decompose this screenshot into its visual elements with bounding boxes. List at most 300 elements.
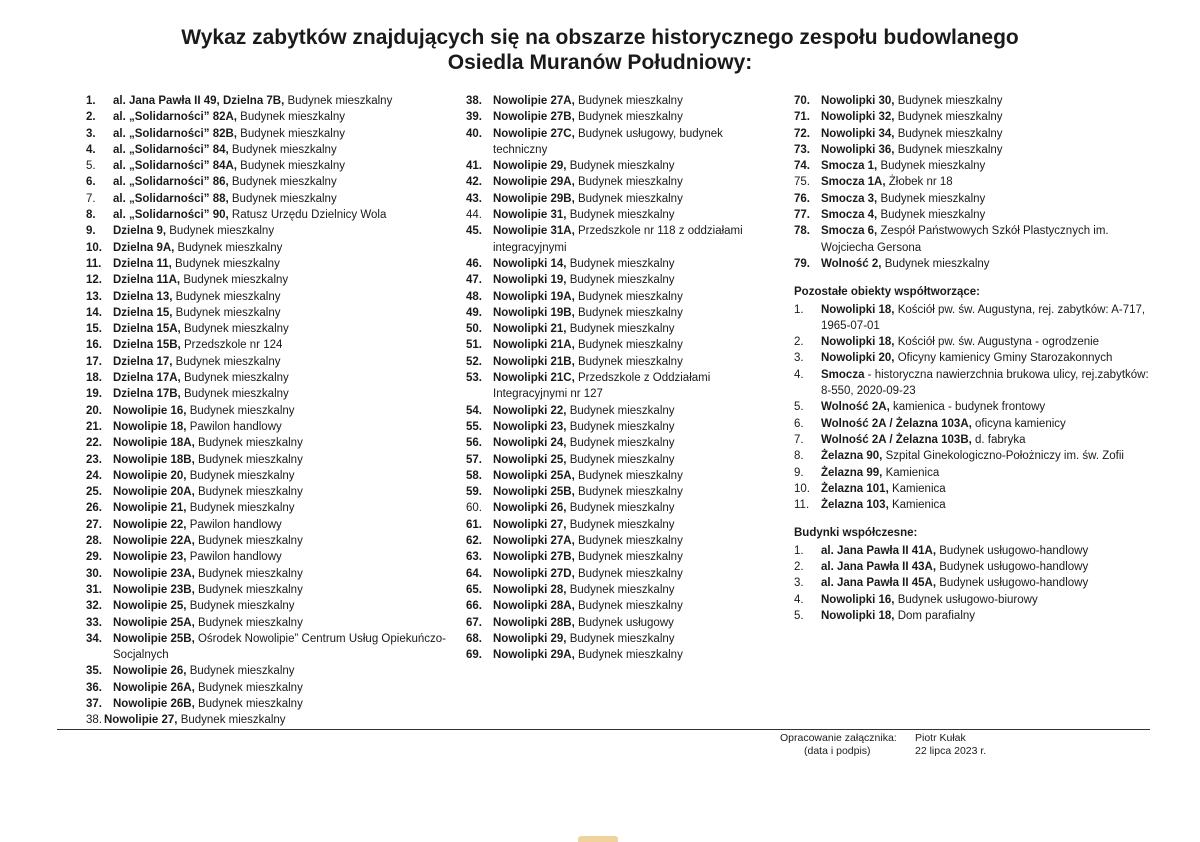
item-description: Budynek mieszkalny	[186, 469, 295, 482]
list-item	[86, 109, 446, 125]
prepared-by-label: Opracowanie załącznika:	[780, 732, 897, 744]
list-item	[86, 696, 446, 712]
item-address: Dzielna 13,	[113, 290, 173, 303]
item-number: 70.	[794, 95, 810, 107]
item-text	[493, 207, 776, 223]
item-number: 72.	[794, 127, 810, 140]
item-address: al. Jana Pawła II 45A,	[821, 577, 937, 590]
list-item	[466, 305, 776, 321]
item-description: Budynek mieszkalny	[194, 437, 303, 450]
item-address: al. „Solidarności” 90,	[113, 209, 229, 222]
item-text	[493, 435, 776, 451]
item-description: Budynek mieszkalny	[566, 274, 675, 287]
item-description: Budynek mieszkalny	[574, 567, 683, 580]
item-description: Szpital Ginekologiczno-Położniczy im. św. Zofii	[882, 450, 1124, 463]
item-text	[493, 272, 776, 288]
item-text	[821, 575, 1154, 591]
list-item	[86, 93, 446, 109]
item-number: 7.	[794, 433, 804, 446]
item-description: Budynek mieszkalny	[236, 127, 346, 140]
item-address: Nowolipki 20,	[821, 352, 895, 365]
list-item	[466, 158, 776, 174]
item-description: Budynek mieszkalny	[894, 111, 1003, 124]
item-address: Dzielna 17B,	[113, 388, 181, 401]
list-item	[86, 631, 446, 664]
item-number: 66.	[466, 600, 482, 613]
item-text	[493, 109, 776, 125]
item-number: 57.	[466, 453, 482, 466]
item-address: Nowolipie 25A,	[113, 616, 195, 629]
list-item	[86, 615, 446, 631]
item-number: 10.	[86, 241, 102, 254]
item-text	[821, 223, 1154, 256]
item-address: Nowolipki 19A,	[493, 290, 575, 303]
item-description: Budynek mieszkalny	[180, 274, 289, 287]
item-text	[493, 631, 776, 647]
list-item	[794, 256, 1154, 272]
item-description: Budynek mieszkalny	[877, 192, 986, 205]
item-description: Budynek mieszkalny	[894, 95, 1003, 107]
item-description: Budynek mieszkalny	[881, 257, 990, 270]
item-description: oficyna kamienicy	[971, 417, 1066, 430]
item-text	[113, 566, 446, 582]
item-text	[113, 484, 446, 500]
list-item	[466, 207, 776, 223]
item-text	[821, 543, 1154, 559]
list-item	[86, 582, 446, 598]
list-item	[86, 321, 446, 337]
item-address: Smocza	[821, 368, 865, 381]
item-address: Nowolipki 30,	[821, 95, 895, 107]
item-description: Budynek mieszkalny	[566, 437, 675, 450]
item-number: 2.	[794, 336, 804, 349]
list-item	[466, 452, 776, 468]
item-address: al. „Solidarności” 84A,	[113, 160, 237, 173]
item-text	[821, 302, 1154, 335]
item-text	[821, 559, 1154, 575]
item-text	[493, 354, 776, 370]
item-number: 39.	[466, 111, 482, 124]
item-text	[821, 399, 1154, 415]
item-description: Budynek mieszkalny	[574, 306, 683, 319]
item-number: 9.	[86, 225, 96, 238]
item-address: Żelazna 90,	[821, 450, 883, 463]
item-description: Budynek mieszkalny	[566, 323, 675, 336]
item-description: Pawilon handlowy	[186, 420, 282, 433]
item-number: 10.	[794, 482, 810, 495]
item-address: Nowolipki 18,	[821, 336, 895, 349]
item-description: Budynek mieszkalny	[172, 306, 281, 319]
item-text	[493, 533, 776, 549]
item-description: Budynek mieszkalny	[194, 697, 303, 710]
item-description: Ratusz Urzędu Dzielnicy Wola	[228, 209, 387, 222]
item-number: 37.	[86, 697, 102, 710]
item-description: Ośrodek Nowolipie” Centrum Usług Opiekuńczo-Socjalnych	[113, 632, 446, 662]
item-text	[493, 582, 776, 598]
item-number: 13.	[86, 290, 102, 303]
item-description: Budynek mieszkalny	[228, 192, 337, 205]
item-address: Nowolipki 21,	[493, 323, 567, 336]
modern-buildings-list	[794, 543, 1154, 624]
item-address: Nowolipie 29B,	[493, 192, 575, 205]
item-address: Nowolipki 27A,	[493, 535, 575, 548]
item-address: Nowolipki 34,	[821, 127, 895, 140]
item-address: Nowolipki 16,	[821, 593, 895, 606]
item-description: Budynek mieszkalny	[166, 225, 275, 238]
list-item	[466, 354, 776, 370]
item-text	[821, 608, 1154, 624]
item-address: al. Jana Pawła II 43A,	[821, 561, 937, 574]
item-number: 11.	[86, 257, 102, 270]
item-text	[113, 289, 446, 305]
item-description: Budynek usługowo-handlowy	[936, 544, 1089, 557]
list-item	[794, 334, 1154, 350]
item-text	[821, 448, 1154, 464]
item-number: 52.	[466, 355, 482, 368]
item-number: 54.	[466, 404, 482, 417]
item-description: Budynek mieszkalny	[566, 583, 675, 596]
list-item	[794, 465, 1154, 481]
item-address: Nowolipki 14,	[493, 257, 567, 270]
item-description: Budynek mieszkalny	[566, 453, 675, 466]
item-address: Nowolipki 19B,	[493, 306, 575, 319]
item-description: Budynek mieszkalny	[574, 111, 683, 124]
item-text	[113, 337, 446, 353]
list-item	[794, 432, 1154, 448]
list-item	[466, 174, 776, 190]
item-description: Budynek mieszkalny	[180, 372, 289, 385]
item-description: Budynek usługowy, budynek techniczny	[493, 127, 723, 156]
list-item	[86, 207, 446, 223]
item-number: 78.	[794, 225, 810, 238]
item-description: kamienica - budynek frontowy	[889, 401, 1046, 414]
item-number: 64.	[466, 567, 482, 580]
list-item	[466, 468, 776, 484]
item-text	[113, 305, 446, 321]
item-text	[493, 468, 776, 484]
item-text	[821, 367, 1154, 400]
item-text	[493, 174, 776, 190]
item-number: 36.	[86, 681, 102, 694]
item-description: Budynek usługowo-handlowy	[936, 577, 1089, 590]
item-address: Nowolipie 29A,	[493, 176, 575, 189]
item-text	[113, 158, 446, 174]
item-number: 22.	[86, 437, 102, 450]
item-description: - historyczna nawierzchnia brukowa ulicy, rej.zabytków: 8-550, 2020-09-23	[821, 368, 1149, 398]
item-description: Budynek mieszkalny	[177, 714, 286, 727]
item-number: 60.	[466, 502, 482, 515]
item-text	[493, 223, 776, 256]
list-item	[466, 403, 776, 419]
item-text	[493, 256, 776, 272]
item-text	[113, 386, 446, 402]
item-text	[493, 452, 776, 468]
item-description: d. fabryka	[971, 433, 1026, 446]
item-address: Nowolipie 27,	[104, 714, 178, 727]
item-text	[493, 158, 776, 174]
item-address: Nowolipie 26B,	[113, 697, 195, 710]
item-text	[821, 174, 1154, 190]
list-item	[794, 93, 1154, 109]
list-item	[86, 158, 446, 174]
item-text	[113, 272, 446, 288]
list-item	[466, 615, 776, 631]
item-text	[113, 240, 446, 256]
item-description: Budynek mieszkalny	[228, 143, 337, 156]
item-description: Budynek mieszkalny	[180, 388, 289, 401]
item-number: 4.	[794, 593, 804, 606]
item-number: 79.	[794, 257, 810, 270]
item-address: Nowolipie 21,	[113, 502, 187, 515]
item-number: 62.	[466, 535, 482, 548]
item-text	[493, 615, 776, 631]
item-number: 8.	[794, 450, 804, 463]
item-description: Budynek mieszkalny	[174, 241, 283, 254]
item-description: Budynek mieszkalny	[194, 453, 303, 466]
other-objects-list	[794, 302, 1154, 514]
item-text	[113, 370, 446, 386]
item-text	[113, 109, 446, 125]
item-description: Budynek mieszkalny	[574, 469, 683, 482]
footer-separator-line	[57, 729, 1150, 730]
item-description: Kamienica	[888, 499, 946, 512]
item-description: Budynek mieszkalny	[228, 176, 337, 189]
item-number: 5.	[794, 401, 804, 414]
footer-labels	[780, 732, 908, 758]
item-text	[113, 517, 446, 533]
item-address: Wolność 2A / Żelazna 103A,	[821, 417, 972, 430]
item-address: Nowolipki 24,	[493, 437, 567, 450]
item-number: 73.	[794, 143, 810, 156]
item-number: 3.	[794, 577, 804, 590]
item-number: 5.	[794, 609, 804, 622]
item-number: 4.	[86, 143, 96, 156]
item-text	[821, 432, 1154, 448]
item-address: Dzielna 17A,	[113, 372, 181, 385]
item-address: Nowolipie 20A,	[113, 486, 195, 499]
item-description: Budynek mieszkalny	[894, 127, 1003, 140]
item-number: 29.	[86, 551, 102, 564]
list-item	[794, 109, 1154, 125]
monument-list-column-1	[86, 93, 446, 729]
item-description: Budynek mieszkalny	[574, 486, 683, 499]
item-text	[493, 305, 776, 321]
item-description: Budynek mieszkalny	[574, 95, 683, 107]
item-description: Budynek mieszkalny	[574, 600, 683, 613]
item-description: Kamienica	[888, 482, 946, 495]
item-address: Nowolipki 18,	[821, 303, 895, 316]
item-address: Nowolipie 27C,	[493, 127, 575, 140]
item-text	[113, 174, 446, 190]
item-address: Nowolipki 18,	[821, 609, 895, 622]
item-address: Dzielna 11A,	[113, 274, 181, 287]
list-item	[466, 484, 776, 500]
item-number: 67.	[466, 616, 482, 629]
item-number: 51.	[466, 339, 482, 352]
item-address: al. „Solidarności” 86,	[113, 176, 229, 189]
item-description: Dom parafialny	[894, 609, 976, 622]
item-address: al. „Solidarności” 82B,	[113, 127, 237, 140]
item-text	[821, 497, 1154, 513]
item-number: 63.	[466, 551, 482, 564]
item-text	[821, 350, 1154, 366]
item-description: Budynek mieszkalny	[566, 404, 675, 417]
list-item	[86, 712, 446, 728]
list-item	[794, 207, 1154, 223]
item-number: 3.	[86, 127, 96, 140]
item-number: 65.	[466, 583, 482, 596]
item-address: Nowolipie 25B,	[113, 632, 195, 645]
list-item	[794, 608, 1154, 624]
item-text	[821, 416, 1154, 432]
list-item	[794, 575, 1154, 591]
item-number: 15.	[86, 323, 102, 336]
list-item	[794, 350, 1154, 366]
item-address: Dzielna 9A,	[113, 241, 175, 254]
monument-list-column-2	[466, 93, 776, 663]
list-item	[466, 533, 776, 549]
item-address: Nowolipki 19,	[493, 274, 567, 287]
item-address: Dzielna 17,	[113, 355, 173, 368]
list-item	[466, 549, 776, 565]
item-number: 25.	[86, 486, 102, 499]
item-text	[821, 592, 1154, 608]
list-item	[86, 419, 446, 435]
item-address: Żelazna 101,	[821, 482, 889, 495]
item-number: 68.	[466, 632, 482, 645]
item-description: Budynek mieszkalny	[574, 355, 683, 368]
item-text	[493, 647, 776, 663]
monument-list-column-3-items	[794, 93, 1154, 272]
item-text	[113, 191, 446, 207]
item-text	[493, 419, 776, 435]
item-description: Budynek mieszkalny	[194, 616, 303, 629]
list-item	[794, 191, 1154, 207]
item-address: Nowolipie 18,	[113, 420, 187, 433]
page-title-line-2: Osiedla Muranów Południowy:	[447, 51, 753, 74]
list-item	[794, 223, 1154, 256]
list-item	[794, 174, 1154, 190]
item-number: 46.	[466, 257, 482, 270]
item-text	[493, 126, 776, 159]
item-description: Budynek mieszkalny	[172, 355, 281, 368]
item-text	[113, 256, 446, 272]
item-description: Budynek mieszkalny	[284, 95, 393, 107]
page-title-line-1: Wykaz zabytków znajdujących się na obszarze historycznego zespołu budowlanego	[181, 26, 1019, 49]
item-number: 2.	[86, 111, 96, 124]
list-item	[466, 419, 776, 435]
author-name: Piotr Kułak	[915, 732, 966, 744]
item-number: 21.	[86, 420, 102, 433]
item-address: al. „Solidarności” 84,	[113, 143, 229, 156]
list-item	[794, 126, 1154, 142]
item-address: Nowolipie 27A,	[493, 95, 575, 107]
item-number: 18.	[86, 372, 102, 385]
list-item	[466, 500, 776, 516]
item-number: 23.	[86, 453, 102, 466]
list-item	[466, 517, 776, 533]
item-text	[113, 142, 446, 158]
list-item	[86, 240, 446, 256]
item-number: 19.	[86, 388, 102, 401]
item-address: Nowolipie 31,	[493, 209, 567, 222]
item-description: Budynek mieszkalny	[186, 665, 295, 678]
item-address: Żelazna 103,	[821, 499, 889, 512]
item-number: 38.	[466, 95, 482, 107]
item-text	[493, 370, 776, 403]
item-number: 3.	[794, 352, 804, 365]
item-address: Nowolipki 28A,	[493, 600, 575, 613]
item-address: Nowolipie 25,	[113, 600, 187, 613]
item-number: 30.	[86, 567, 102, 580]
item-description: Kościół pw. św. Augustyna, rej. zabytków: A-717, 1965-07-01	[821, 303, 1146, 332]
item-number: 71.	[794, 111, 810, 124]
item-description: Budynek mieszkalny	[194, 535, 303, 548]
item-text	[113, 93, 446, 109]
list-item	[466, 126, 776, 159]
item-address: Nowolipie 22,	[113, 518, 187, 531]
item-number: 1.	[794, 544, 804, 557]
item-number: 75.	[794, 176, 810, 189]
item-address: al. Jana Pawła II 49, Dzielna 7B,	[113, 95, 285, 107]
item-description: Budynek mieszkalny	[574, 176, 683, 189]
item-description: Budynek mieszkalny	[186, 600, 295, 613]
list-item	[794, 592, 1154, 608]
item-text	[493, 403, 776, 419]
list-item	[466, 582, 776, 598]
list-item	[86, 191, 446, 207]
item-text	[113, 631, 446, 664]
item-description: Budynek mieszkalny	[180, 323, 289, 336]
list-item	[86, 598, 446, 614]
list-item	[466, 435, 776, 451]
item-address: Nowolipki 28B,	[493, 616, 575, 629]
list-item	[86, 500, 446, 516]
item-address: Nowolipie 29,	[493, 160, 567, 173]
item-text	[104, 712, 446, 728]
item-address: Nowolipki 25,	[493, 453, 567, 466]
item-address: Nowolipki 21B,	[493, 355, 575, 368]
list-item	[794, 302, 1154, 335]
item-text	[821, 481, 1154, 497]
item-number: 50.	[466, 323, 482, 336]
item-text	[493, 517, 776, 533]
item-description: Pawilon handlowy	[186, 518, 282, 531]
item-text	[113, 663, 446, 679]
list-item	[86, 223, 446, 239]
item-number: 33.	[86, 616, 102, 629]
item-address: Wolność 2A,	[821, 401, 890, 414]
list-item	[466, 223, 776, 256]
item-address: Smocza 4,	[821, 209, 878, 222]
item-description: Budynek mieszkalny	[171, 257, 280, 270]
item-description: Budynek mieszkalny	[194, 486, 303, 499]
item-address: Nowolipie 16,	[113, 404, 187, 417]
list-item	[466, 256, 776, 272]
item-number: 47.	[466, 274, 482, 287]
item-number: 20.	[86, 404, 102, 417]
list-item	[86, 142, 446, 158]
list-item	[86, 566, 446, 582]
list-item	[794, 497, 1154, 513]
item-address: Nowolipki 32,	[821, 111, 895, 124]
item-address: Nowolipki 29A,	[493, 649, 575, 662]
item-description: Przedszkole nr 118 z oddziałami integracyjnymi	[493, 225, 743, 254]
item-number: 41.	[466, 160, 482, 173]
list-item	[86, 337, 446, 353]
item-address: Dzielna 11,	[113, 257, 172, 270]
item-number: 32.	[86, 600, 102, 613]
